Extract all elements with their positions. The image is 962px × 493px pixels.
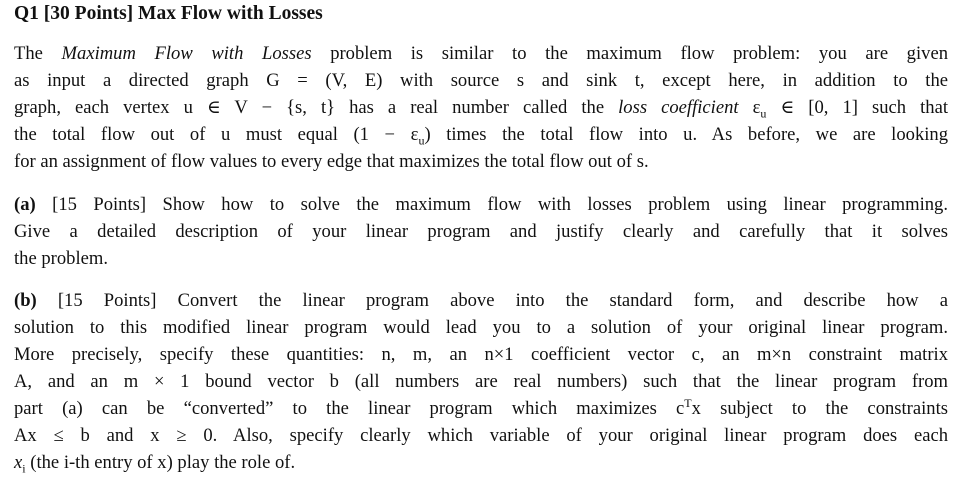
part-a-line-3: the problem. [14,248,108,269]
part-b-label: (b) [14,290,37,311]
intro-text: ∈ [0, 1] such that [766,97,948,118]
part-b-text: [15 Points] Convert the linear program above into the standard form, and describe how a [36,290,948,311]
intro-line-3 [14,94,948,121]
intro-text: the total flow out of u must equal (1 − ε [14,124,419,145]
part-b-line-1 [14,287,948,314]
intro-line-2: as input a directed graph G = (V, E) with source s and sink t, except here, in addition to the [14,70,948,91]
part-b-line-4: A, and an m × 1 bound vector b (all numbers are real numbers) such that the linear program from [14,371,948,392]
subscript: u [418,133,425,148]
part-b-line-5 [14,395,948,422]
question-points: [30 Points] [43,3,134,24]
problem-name: Maximum Flow with Losses [61,43,312,64]
intro-text: graph, each vertex u ∈ V − {s, t} has a real number called the [14,97,619,118]
part-b-text: part (a) can be “converted” to the linear program which maximizes c [14,398,685,419]
part-b-line-3: More precisely, specify these quantities: n, m, an n×1 coefficient vector c, an m×n constraint matrix [14,344,948,365]
part-b-text: x [14,452,23,473]
part-b-text: (the i-th entry of x) play the role of. [25,452,296,473]
part-a-line-1 [14,191,948,218]
subscript: u [760,106,767,121]
part-a-line-2: Give a detailed description of your linear program and justify clearly and carefully that it solves [14,221,948,242]
intro-paragraph [14,40,948,175]
part-a-paragraph [14,191,948,272]
part-b-line-2: solution to this modified linear program would lead you to a solution of your original linear program. [14,317,948,338]
question-heading [14,3,323,25]
part-a-label: (a) [14,194,36,215]
intro-text: problem is similar to the maximum flow problem: you are given [311,43,948,64]
part-b-paragraph [14,287,948,476]
loss-coefficient-term: loss coefficient [618,97,739,118]
part-b-line-7 [14,449,948,476]
intro-line-4 [14,121,948,148]
intro-text: ) times the total flow into u. As before, we are looking [424,124,948,145]
intro-line-1 [14,40,948,67]
part-a-text: [15 Points] Show how to solve the maximum flow with losses problem using linear programming. [35,194,948,215]
question-number: Q1 [14,3,39,24]
subscript: i [22,461,26,476]
part-b-text: x subject to the constraints [691,398,948,419]
intro-text: The [14,43,62,64]
intro-line-5: for an assignment of flow values to every edge that maximizes the total flow out of s. [14,151,649,172]
intro-text: ε [738,97,761,118]
part-b-line-6: Ax ≤ b and x ≥ 0. Also, specify clearly which variable of your original linear program does each [14,425,948,446]
question-title: Max Flow with Losses [138,3,323,24]
superscript: T [684,395,692,410]
